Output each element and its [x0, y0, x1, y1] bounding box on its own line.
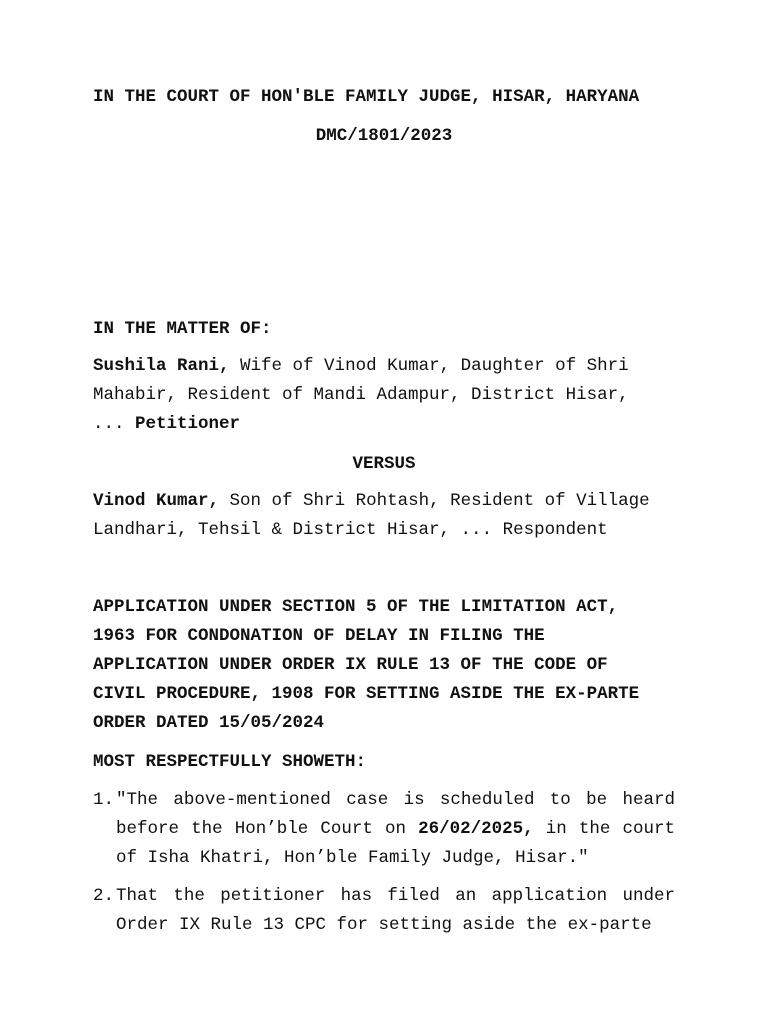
petitioner-name: Sushila Rani, [93, 356, 230, 376]
petitioner-block [93, 352, 675, 439]
list-item-number: 1. [93, 790, 115, 810]
versus-label: VERSUS [352, 454, 416, 474]
hearing-date: 26/02/2025, [418, 819, 534, 839]
case-number: DMC/1801/2023 [315, 126, 453, 146]
petitioner-role: Petitioner [135, 414, 241, 434]
respondent-block [93, 487, 675, 545]
respondent-details: Son of Shri Rohtash, Resident of Village Landhari, Tehsil & District Hisar, ... Respondent [93, 491, 650, 540]
list-item-text-part: "The above-mentioned case is scheduled to be heard before the Hon’ble Court on [116, 790, 675, 839]
court-heading: IN THE COURT OF HON'BLE FAMILY JUDGE, HISAR, HARYANA [93, 87, 640, 107]
list-item [93, 882, 675, 940]
petitioner-details: Wife of Vinod Kumar, Daughter of Shri Mahabir, Resident of Mandi Adampur, District Hisar, [93, 356, 629, 405]
petitioner-ellipsis: ... [93, 414, 125, 434]
list-item-text-part: in the court of Isha Khatri, Hon’ble Family Judge, Hisar." [116, 819, 675, 868]
respondent-name: Vinod Kumar, [93, 491, 220, 511]
application-title: APPLICATION UNDER SECTION 5 OF THE LIMITATION ACT, 1963 FOR CONDONATION OF DELAY IN FILING THE APPLICATION UNDER ORDER IX RULE 13 OF THE CODE OF CIVIL PROCEDURE, 1908 FOR SETTING ASIDE THE EX-PARTE ORDER DATED 15/05/2024 [93, 597, 640, 733]
matter-heading: IN THE MATTER OF: [93, 319, 272, 339]
list-item-number: 2. [93, 886, 115, 906]
list-item-text [116, 786, 675, 873]
list-item [93, 786, 675, 873]
salutation: MOST RESPECTFULLY SHOWETH: [93, 752, 367, 772]
list-item-text: That the petitioner has filed an application under Order IX Rule 13 CPC for setting aside the ex-parte [116, 886, 675, 935]
